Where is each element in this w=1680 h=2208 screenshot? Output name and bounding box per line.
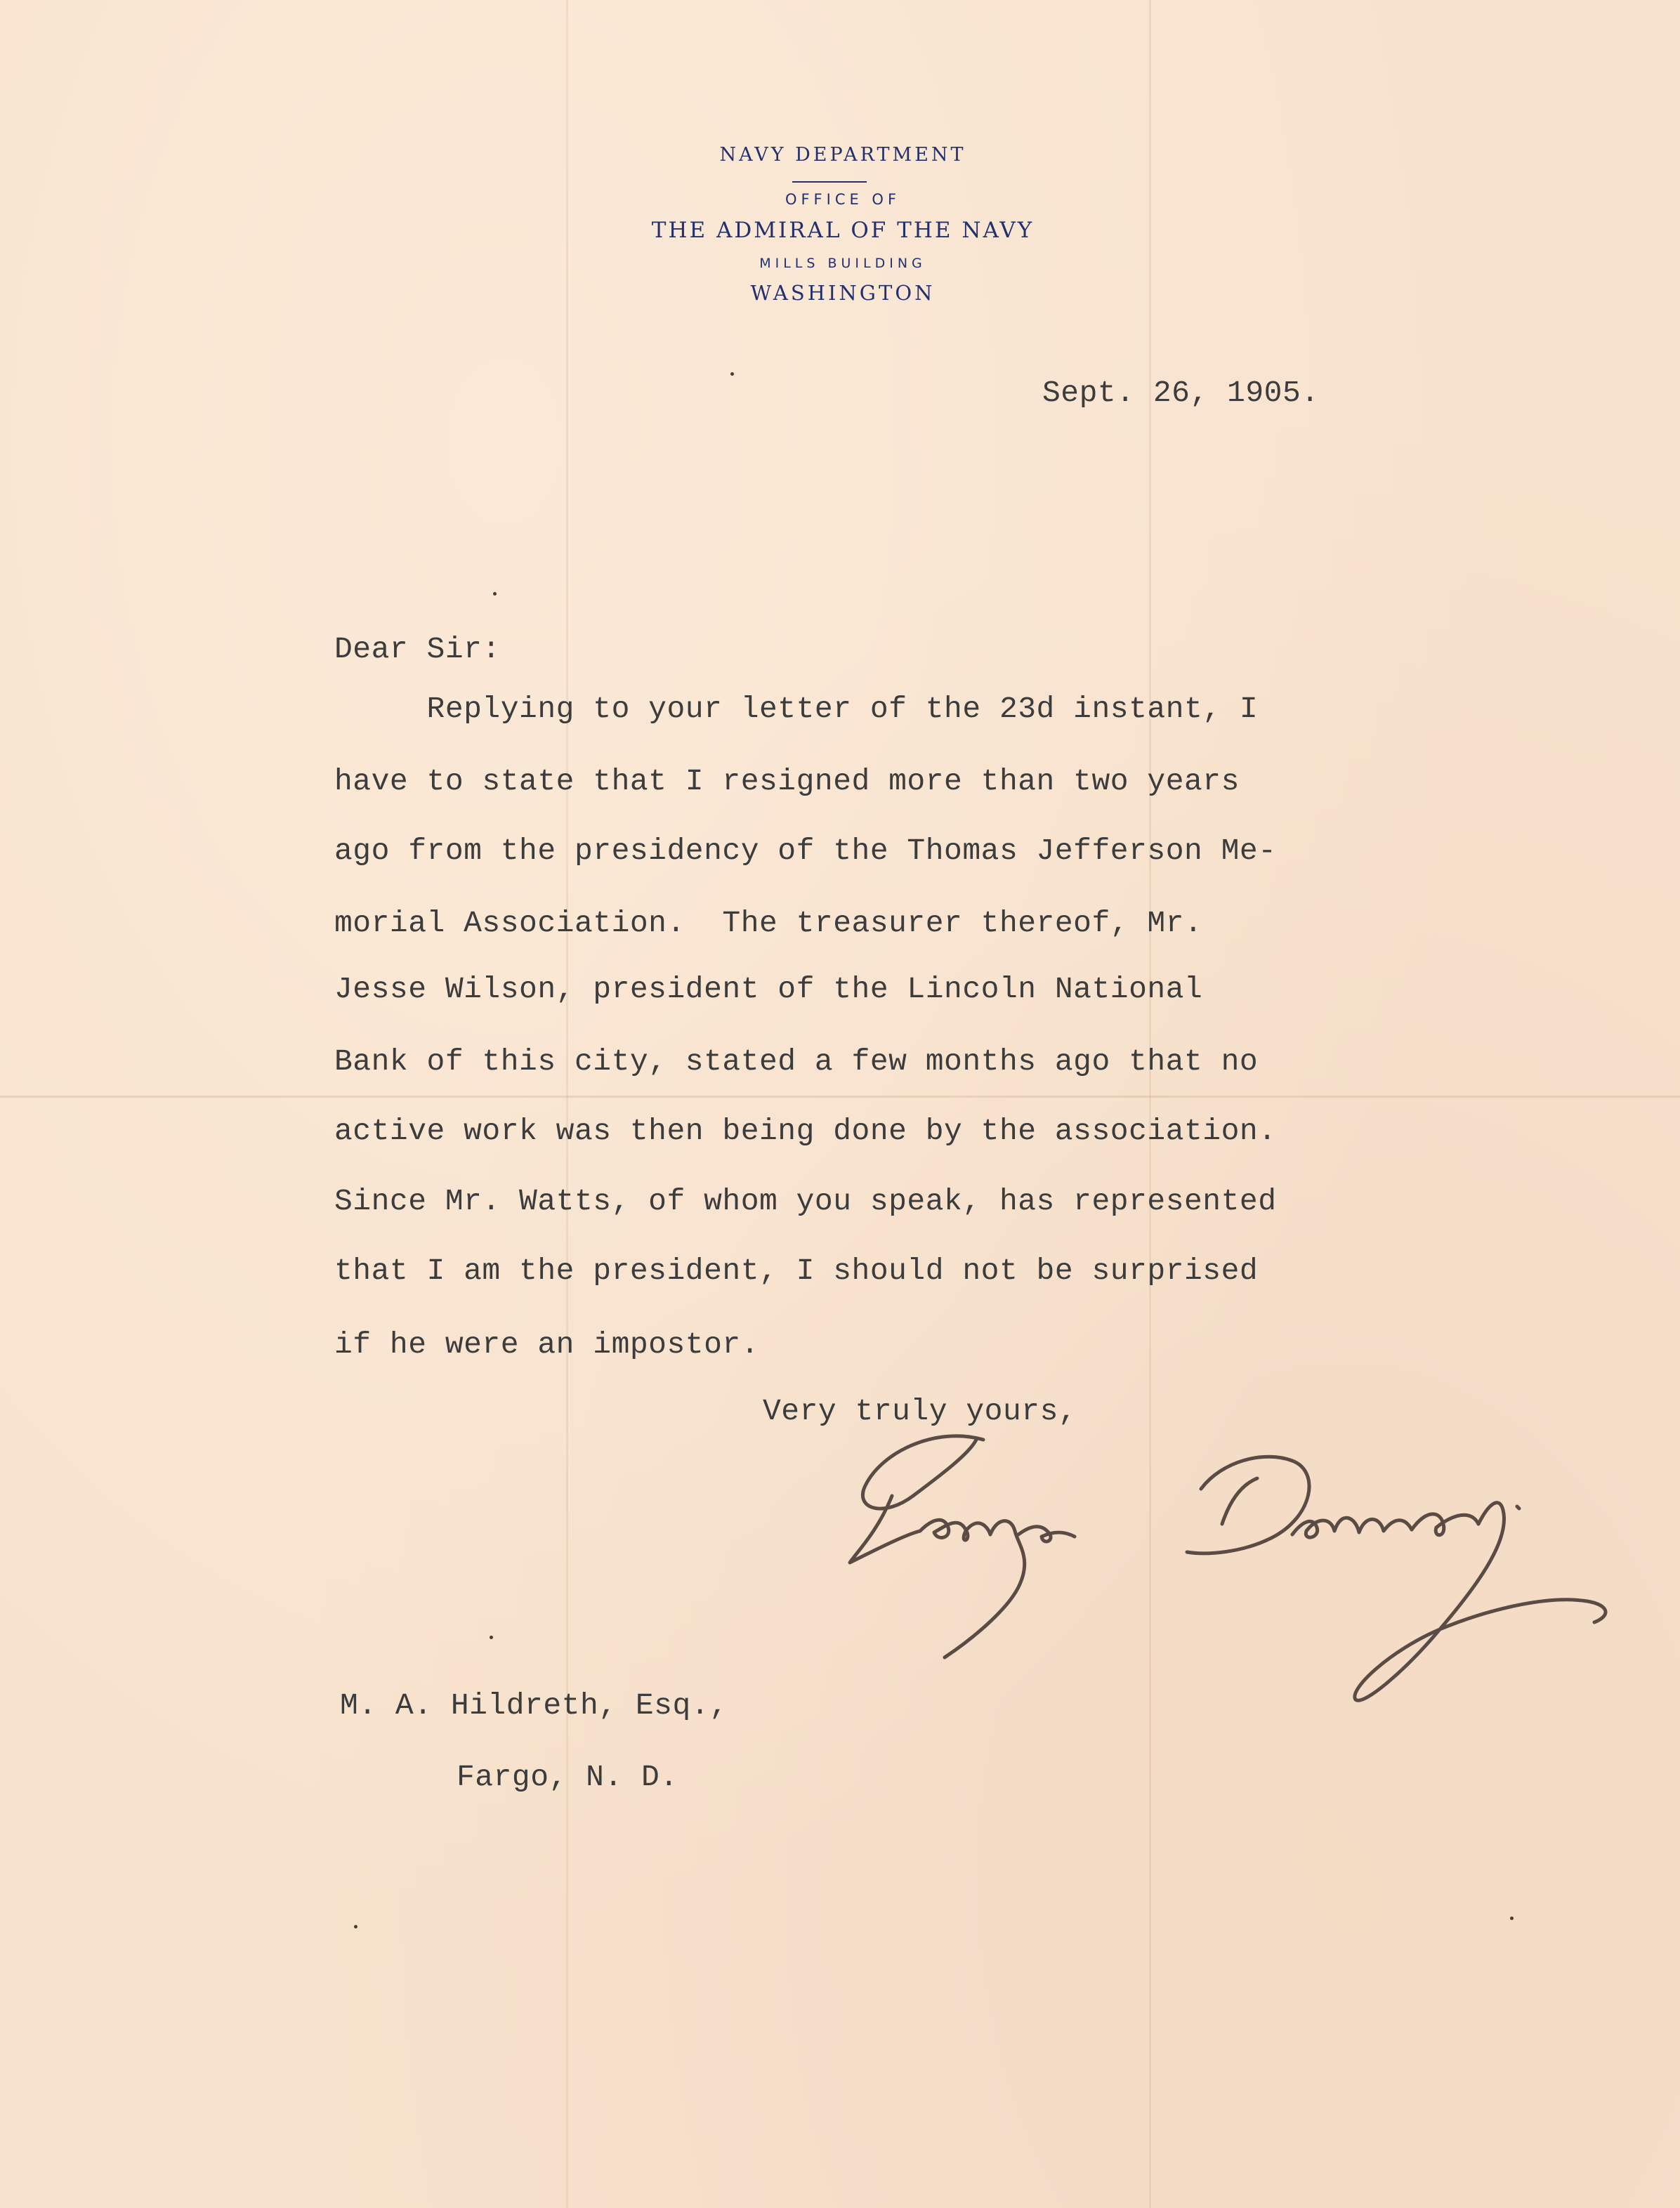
body-line-2: have to state that I resigned more than two years [334, 764, 1240, 799]
paper-speck [730, 372, 734, 376]
letterhead-department: NAVY DEPARTMENT [719, 144, 966, 166]
body-line-9: that I am the president, I should not be surprised [334, 1254, 1259, 1288]
handwritten-signature [808, 1412, 1636, 1714]
horizontal-fold [0, 1096, 1680, 1098]
letter-date: Sept. 26, 1905. [1042, 376, 1320, 410]
letter-closing: Very truly yours, [763, 1394, 1077, 1428]
body-line-5: Jesse Wilson, president of the Lincoln National [334, 972, 1203, 1006]
recipient-name: M. A. Hildreth, Esq., [340, 1688, 728, 1723]
letterhead-office: THE ADMIRAL OF THE NAVY [651, 218, 1035, 243]
body-line-6: Bank of this city, stated a few months ago that no [334, 1044, 1259, 1079]
paper-speck [1510, 1917, 1514, 1920]
paper-speck [354, 1925, 357, 1928]
letterhead-city: WASHINGTON [750, 281, 936, 305]
letterhead-office-of: OFFICE OF [785, 191, 901, 208]
letter-salutation: Dear Sir: [334, 632, 501, 666]
letterhead-rule [792, 181, 867, 183]
letterhead-building: MILLS BUILDING [759, 256, 926, 271]
body-line-4: morial Association. The treasurer thereof, Mr. [334, 906, 1203, 940]
vertical-fold-right [1149, 0, 1151, 2208]
recipient-place: Fargo, N. D. [457, 1760, 678, 1794]
body-line-3: ago from the presidency of the Thomas Jefferson Me- [334, 834, 1277, 868]
paper-speck [490, 1636, 493, 1639]
vertical-fold-left [566, 0, 568, 2208]
body-line-10: if he were an impostor. [334, 1327, 759, 1362]
body-line-1: Replying to your letter of the 23d instant, I [334, 692, 1259, 726]
body-line-8: Since Mr. Watts, of whom you speak, has represented [334, 1184, 1277, 1218]
paper-speck [493, 592, 497, 596]
body-line-7: active work was then being done by the association. [334, 1114, 1277, 1148]
